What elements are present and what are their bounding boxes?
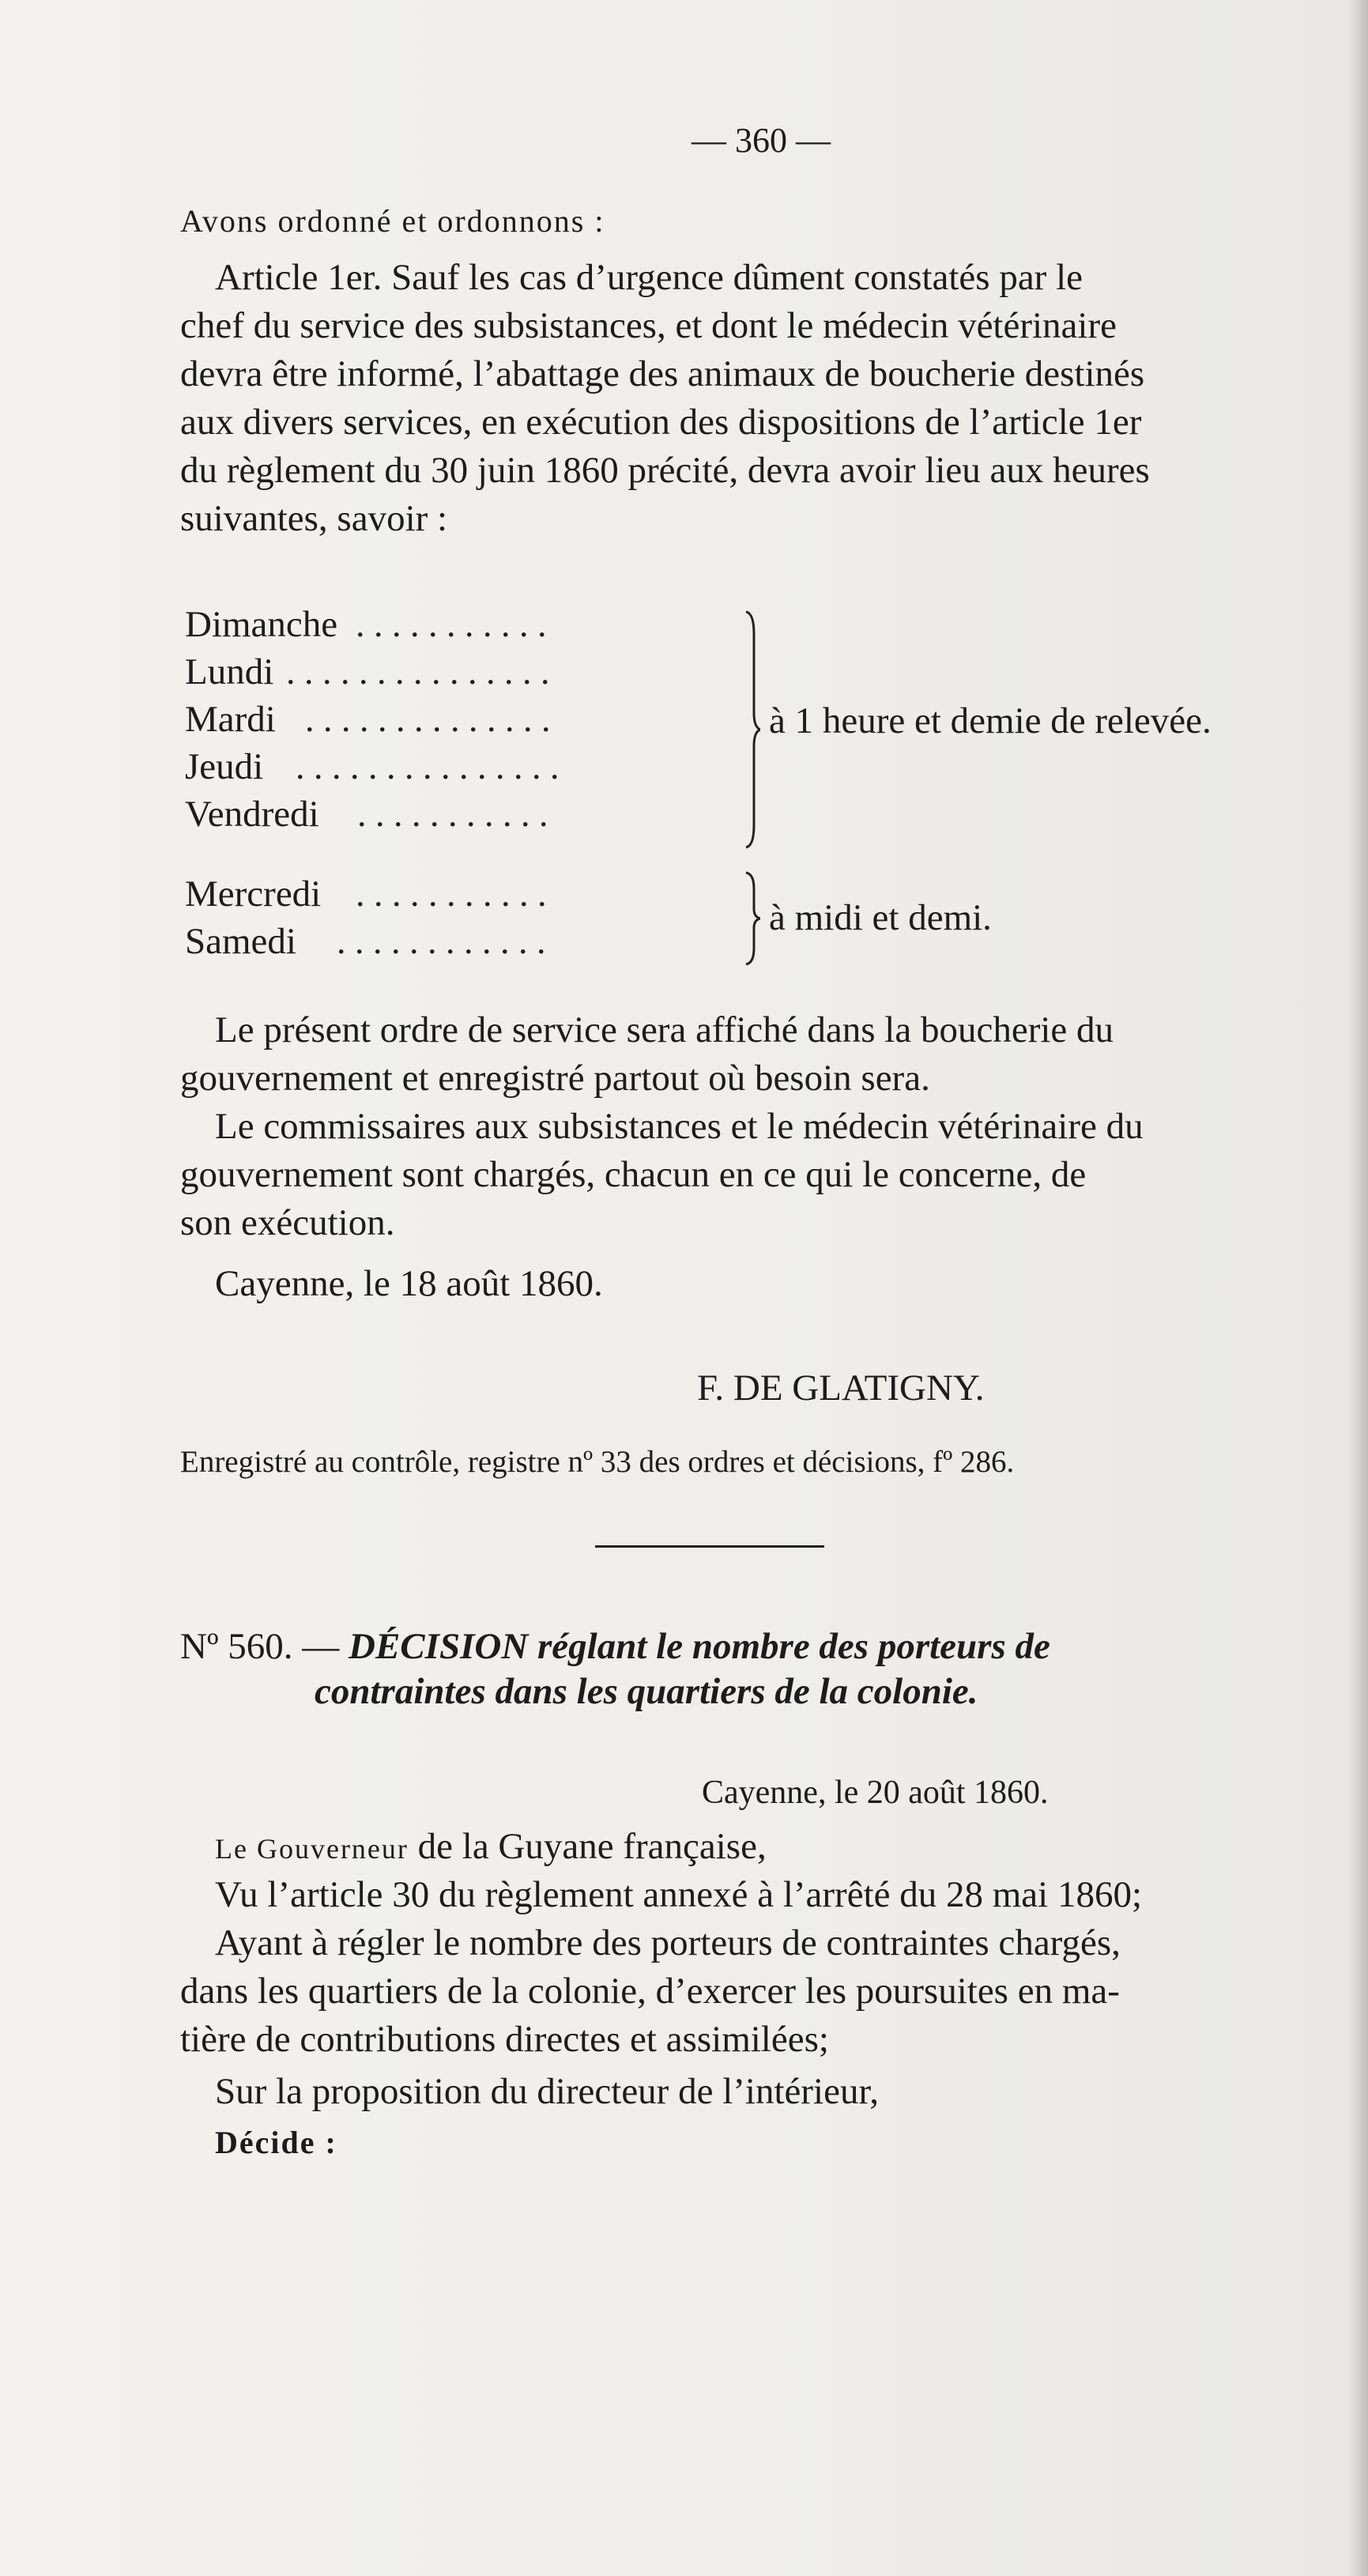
article1-line: Article 1er. Sauf les cas d’urgence dûment constatés par le xyxy=(215,257,1083,298)
decide-label: Décide : xyxy=(215,2125,337,2160)
article1-line: du règlement du 30 juin 1860 précité, devra avoir lieu aux heures xyxy=(180,450,1150,491)
article1-line: chef du service des subsistances, et dont le médecin vétérinaire xyxy=(180,305,1117,346)
vu-line: Vu l’article 30 du règlement annexé à l’arrêté du 28 mai 1860; xyxy=(215,1874,1143,1915)
ayant-line: dans les quartiers de la colonie, d’exercer les poursuites en ma- xyxy=(180,1971,1120,2012)
leader-dots: . . . . . . . . . . . xyxy=(356,873,547,914)
section-divider xyxy=(595,1545,824,1548)
governor-rest: de la Guyane française, xyxy=(408,1826,767,1867)
article1-line: aux divers services, en exécution des dispositions de l’article 1er xyxy=(180,402,1142,443)
page-number: — 360 — xyxy=(692,121,831,160)
paragraph-line: Le commissaires aux subsistances et le médecin vétérinaire du xyxy=(215,1106,1144,1147)
schedule-time-noon: à midi et demi. xyxy=(769,897,992,938)
proposition-line: Sur la proposition du directeur de l’intérieur, xyxy=(215,2071,879,2112)
schedule-day: Samedi xyxy=(185,921,296,962)
brace-right-small xyxy=(744,871,760,966)
decision-date: Cayenne, le 20 août 1860. xyxy=(702,1775,1049,1811)
decision-header xyxy=(180,1623,1050,1670)
signature: F. DE GLATIGNY. xyxy=(697,1367,985,1409)
intro-lead: Avons ordonné et ordonnons : xyxy=(180,203,605,239)
leader-dots: . . . . . . . . . . . xyxy=(356,604,547,644)
article1-line: suivantes, savoir : xyxy=(180,498,448,539)
leader-dots: . . . . . . . . . . . . xyxy=(337,921,546,961)
registration-note: Enregistré au contrôle, registre nº 33 des ordres et décisions, fº 286. xyxy=(180,1445,1015,1479)
paragraph-line: son exécution. xyxy=(180,1202,395,1243)
paragraph-line: gouvernement et enregistré partout où besoin sera. xyxy=(180,1058,930,1099)
leader-dots: . . . . . . . . . . . xyxy=(357,794,548,834)
leader-dots: . . . . . . . . . . . . . . . xyxy=(286,651,550,692)
schedule-day: Jeudi xyxy=(185,746,264,787)
decision-title: DÉCISION réglant le nombre des porteurs de xyxy=(349,1626,1050,1667)
governor-lead: Le Gouverneur xyxy=(215,1833,409,1865)
governor-line xyxy=(215,1823,767,1873)
schedule-day: Mercredi xyxy=(185,873,322,915)
article1-line: devra être informé, l’abattage des animaux de boucherie destinés xyxy=(180,353,1145,394)
ayant-line: Ayant à régler le nombre des porteurs de contraintes chargés, xyxy=(215,1922,1121,1963)
decision-number: Nº 560. xyxy=(180,1626,293,1667)
schedule-day: Dimanche xyxy=(185,604,338,645)
place-date: Cayenne, le 18 août 1860. xyxy=(215,1263,603,1304)
schedule-day: Mardi xyxy=(185,699,276,740)
schedule-day: Lundi xyxy=(185,651,274,692)
decision-dash: — xyxy=(302,1626,340,1667)
paragraph-line: Le présent ordre de service sera affiché dans la boucherie du xyxy=(215,1009,1114,1050)
schedule-time-afternoon: à 1 heure et demie de relevée. xyxy=(769,700,1212,741)
leader-dots: . . . . . . . . . . . . . . xyxy=(305,699,551,739)
ayant-line: tière de contributions directes et assimilées; xyxy=(180,2019,829,2060)
leader-dots: . . . . . . . . . . . . . . . xyxy=(296,746,560,786)
page-edge-shadow xyxy=(1347,0,1368,2576)
decision-title-continued: contraintes dans les quartiers de la colonie. xyxy=(315,1671,978,1712)
brace-right-large xyxy=(744,610,760,849)
schedule-day: Vendredi xyxy=(185,794,319,835)
paragraph-line: gouvernement sont chargés, chacun en ce qui le concerne, de xyxy=(180,1154,1087,1195)
